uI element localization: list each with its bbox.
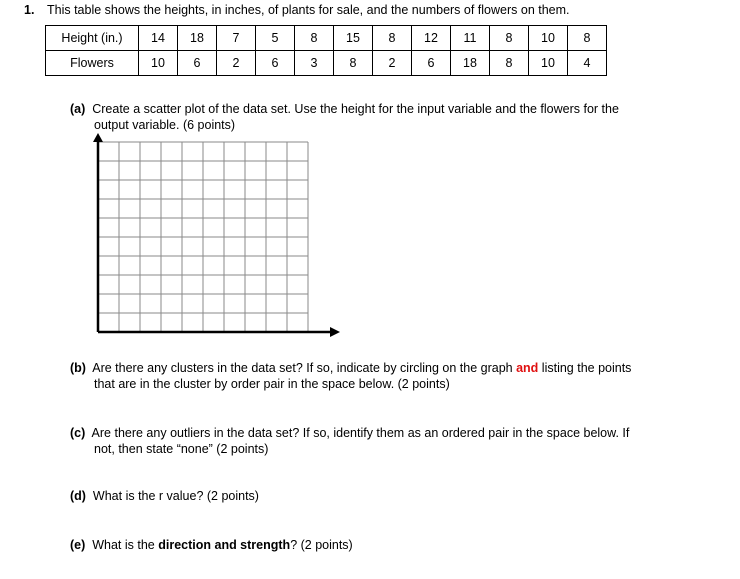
table-row-height: [46, 26, 607, 51]
table-cell: 5: [256, 26, 295, 51]
table-cell: 14: [139, 26, 178, 51]
row-label-height: Height (in.): [46, 26, 139, 51]
table-cell: 11: [451, 26, 490, 51]
part-d-label: (d): [70, 489, 86, 503]
y-axis-arrow-icon: [93, 133, 103, 142]
table-cell: 3: [295, 51, 334, 76]
table-cell: 18: [178, 26, 217, 51]
table-cell: 10: [139, 51, 178, 76]
part-e: [70, 537, 353, 553]
part-b-label: (b): [70, 361, 86, 375]
part-c-label: (c): [70, 426, 86, 440]
table-cell: 6: [412, 51, 451, 76]
part-c-line1: Are there any outliers in the data set? If so, identify them as an ordered pair in the space below. If: [91, 426, 630, 440]
table-cell: 18: [451, 51, 490, 76]
part-a-line2: output variable. (6 points): [94, 118, 236, 132]
part-d-text: What is the r value? (2 points): [92, 489, 259, 503]
table-cell: 6: [178, 51, 217, 76]
question-number: 1.: [24, 3, 35, 17]
part-e-text-1: What is the: [92, 538, 159, 552]
table-cell: 8: [568, 26, 607, 51]
part-b-emphasis: and: [516, 361, 539, 375]
table-cell: 8: [490, 26, 529, 51]
table-cell: 15: [334, 26, 373, 51]
question-prompt: This table shows the heights, in inches, of plants for sale, and the numbers of flowers on them.: [47, 3, 570, 17]
table-cell: 4: [568, 51, 607, 76]
part-e-text-2: ? (2 points): [290, 538, 353, 552]
row-label-flowers: Flowers: [46, 51, 139, 76]
part-a: [70, 101, 619, 133]
table-cell: 10: [529, 51, 568, 76]
table-cell: 8: [373, 26, 412, 51]
table-cell: 2: [217, 51, 256, 76]
part-b: [70, 360, 631, 392]
part-e-emphasis: direction and strength: [158, 538, 291, 552]
table-cell: 8: [334, 51, 373, 76]
part-c: [70, 425, 629, 457]
table-cell: 10: [529, 26, 568, 51]
part-a-label: (a): [70, 102, 86, 116]
part-b-text-1: Are there any clusters in the data set? If so, indicate by circling on the graph: [92, 361, 517, 375]
table-cell: 6: [256, 51, 295, 76]
part-b-line2: that are in the cluster by order pair in the space below. (2 points): [94, 377, 450, 391]
table-cell: 2: [373, 51, 412, 76]
blank-grid: [88, 132, 348, 350]
table-cell: 12: [412, 26, 451, 51]
part-d: [70, 488, 259, 504]
scatter-plot-grid[interactable]: [88, 132, 348, 350]
x-axis-arrow-icon: [330, 327, 340, 337]
part-c-line2: not, then state “none” (2 points): [94, 442, 269, 456]
part-e-label: (e): [70, 538, 86, 552]
table-cell: 8: [295, 26, 334, 51]
table-row-flowers: [46, 51, 607, 76]
table-cell: 7: [217, 26, 256, 51]
table-cell: 8: [490, 51, 529, 76]
part-b-text-2: listing the points: [538, 361, 632, 375]
part-a-line1: Create a scatter plot of the data set. Use the height for the input variable and the flowers for the: [92, 102, 619, 116]
data-table: [45, 25, 607, 76]
